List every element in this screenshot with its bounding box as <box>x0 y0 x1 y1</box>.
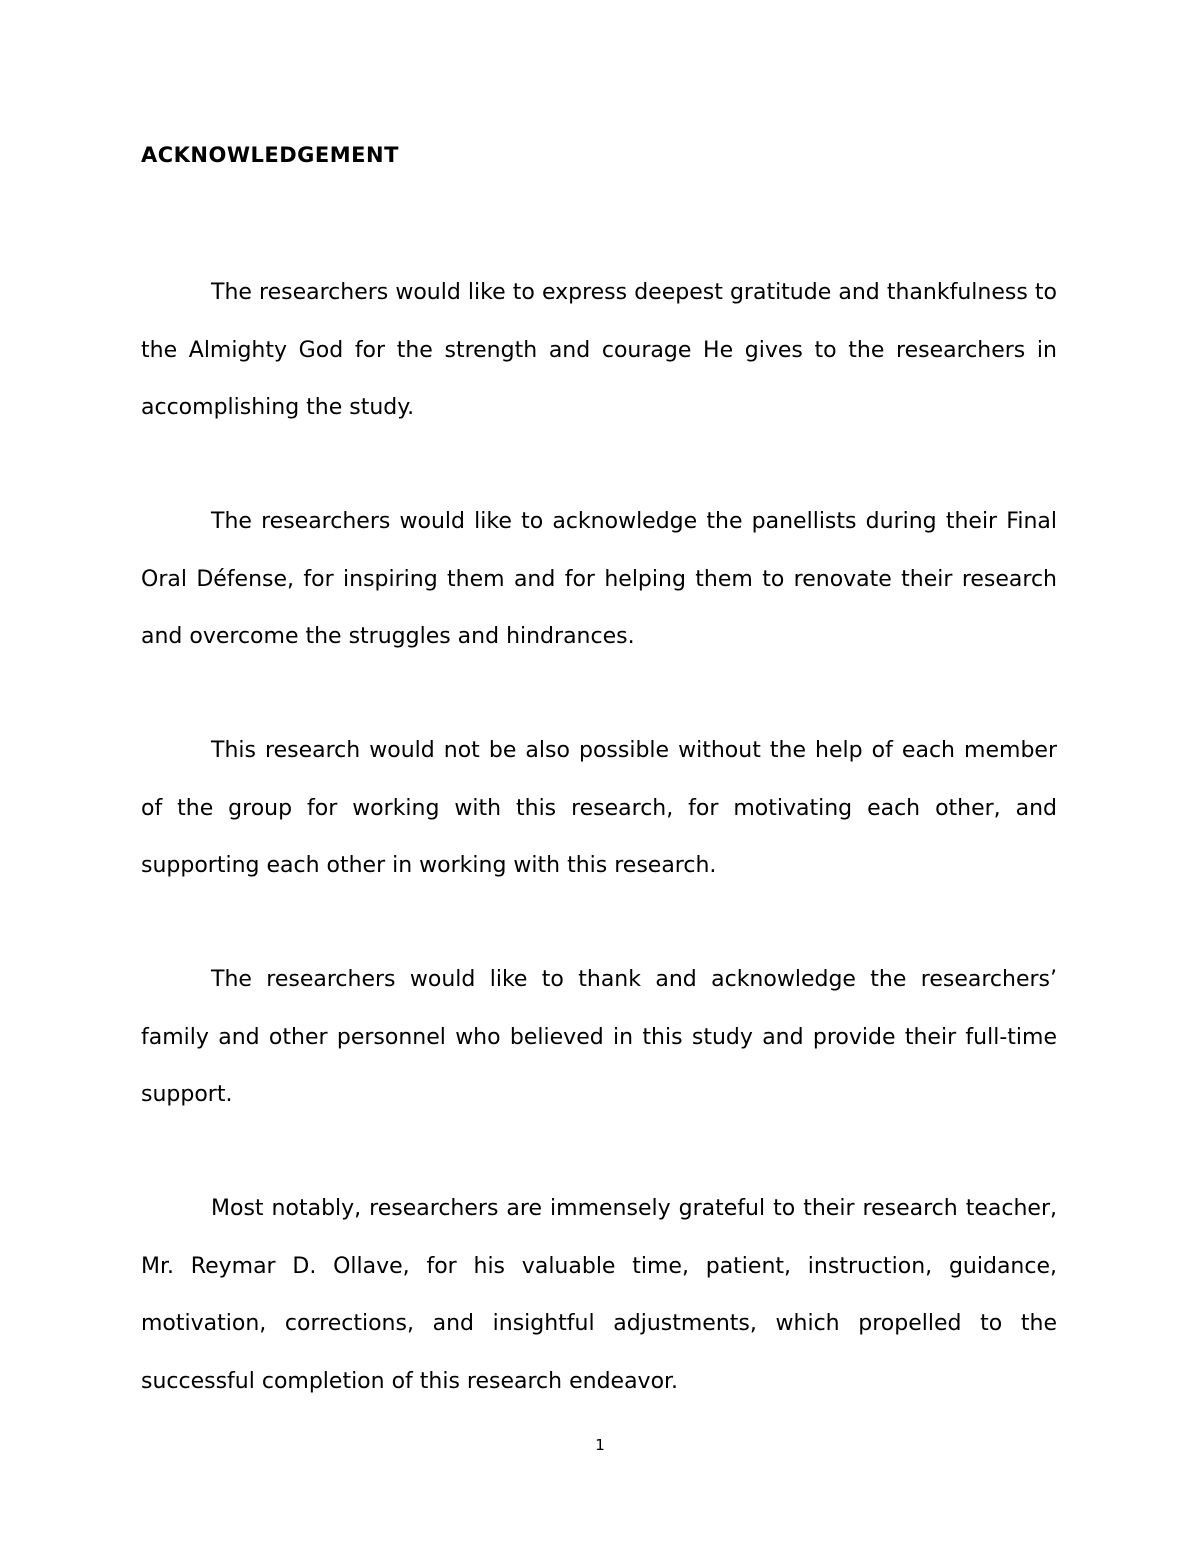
page-number: 1 <box>595 1436 605 1454</box>
paragraph-family: The researchers would like to thank and acknowledge the researchers’ family and other personnel who believed in this study and provide their full-time support. <box>141 967 1057 1107</box>
paragraph-panellists: The researchers would like to acknowledge the panellists during their Final Oral Défense, for inspiring them and for helping them to renovate their research and overcome the struggles and hindrances. <box>141 509 1057 649</box>
paragraph-research-teacher: Most notably, researchers are immensely grateful to their research teacher, Mr. Reymar D. Ollave, for his valuable time, patient, instruction, guidance, motivation, corrections, and insightful adjustments, which propelled to the successful completion of this research endeavor. <box>141 1196 1057 1394</box>
paragraph-group-members: This research would not be also possible without the help of each member of the group for working with this research, for motivating each other, and supporting each other in working with this research. <box>141 738 1057 878</box>
page-title: ACKNOWLEDGEMENT <box>141 143 399 167</box>
paragraph-gratitude-god: The researchers would like to express deepest gratitude and thankfulness to the Almighty God for the strength and courage He gives to the researchers in accomplishing the study. <box>141 280 1057 420</box>
